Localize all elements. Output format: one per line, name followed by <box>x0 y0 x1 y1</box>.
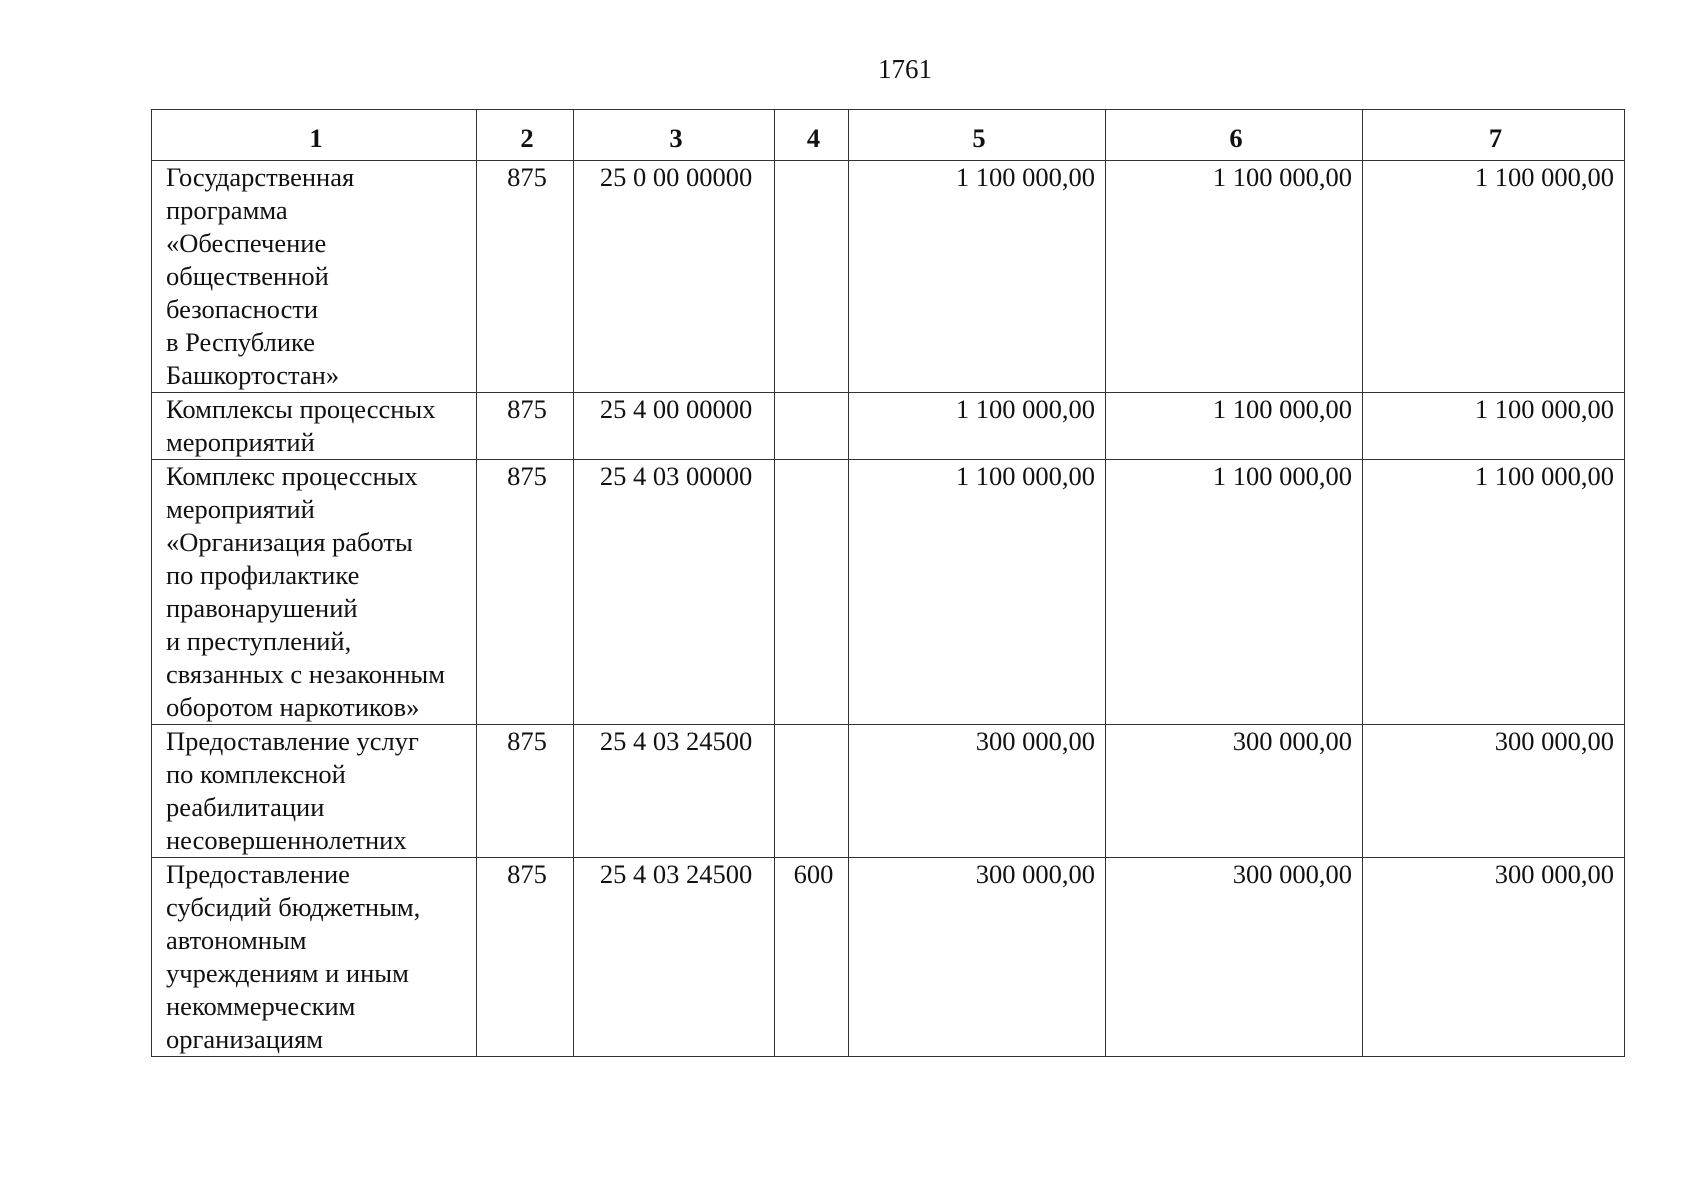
cell-name: Комплексы процессных мероприятий <box>152 393 477 460</box>
cell-amount-6: 1 100 000,00 <box>1106 460 1363 725</box>
column-header-1: 1 <box>152 110 477 161</box>
cell-code: 875 <box>477 460 574 725</box>
page-number: 1761 <box>878 54 932 84</box>
cell-amount-6: 300 000,00 <box>1106 858 1363 1057</box>
table-row <box>152 460 1625 725</box>
cell-target-article: 25 4 03 00000 <box>574 460 775 725</box>
column-header-6: 6 <box>1106 110 1363 161</box>
cell-amount-6: 1 100 000,00 <box>1106 161 1363 393</box>
table-row <box>152 393 1625 460</box>
cell-amount-5: 300 000,00 <box>849 858 1106 1057</box>
cell-amount-5: 300 000,00 <box>849 725 1106 858</box>
column-header-3: 3 <box>574 110 775 161</box>
column-header-4: 4 <box>775 110 849 161</box>
column-header-5: 5 <box>849 110 1106 161</box>
column-header-7: 7 <box>1363 110 1625 161</box>
table-row <box>152 161 1625 393</box>
cell-expense-type <box>775 725 849 858</box>
table-body <box>152 161 1625 1057</box>
cell-expense-type <box>775 161 849 393</box>
cell-amount-7: 1 100 000,00 <box>1363 161 1625 393</box>
cell-target-article: 25 4 03 24500 <box>574 858 775 1057</box>
cell-amount-5: 1 100 000,00 <box>849 460 1106 725</box>
cell-amount-6: 300 000,00 <box>1106 725 1363 858</box>
cell-code: 875 <box>477 725 574 858</box>
cell-amount-6: 1 100 000,00 <box>1106 393 1363 460</box>
cell-amount-5: 1 100 000,00 <box>849 393 1106 460</box>
cell-amount-7: 300 000,00 <box>1363 725 1625 858</box>
cell-name: Государственная программа «Обеспечение общественной безопасности в Республике Башкортостан» <box>152 161 477 393</box>
table-row <box>152 858 1625 1057</box>
column-header-2: 2 <box>477 110 574 161</box>
cell-code: 875 <box>477 393 574 460</box>
cell-target-article: 25 4 03 24500 <box>574 725 775 858</box>
cell-code: 875 <box>477 858 574 1057</box>
cell-target-article: 25 4 00 00000 <box>574 393 775 460</box>
cell-expense-type <box>775 460 849 725</box>
budget-table <box>151 109 1625 1057</box>
table-row <box>152 725 1625 858</box>
table-header-row <box>152 110 1625 161</box>
cell-name: Предоставление услуг по комплексной реабилитации несовершеннолетних <box>152 725 477 858</box>
cell-expense-type <box>775 393 849 460</box>
cell-amount-5: 1 100 000,00 <box>849 161 1106 393</box>
cell-name: Предоставление субсидий бюджетным, автономным учреждениям и иным некоммерческим организациям <box>152 858 477 1057</box>
cell-name: Комплекс процессных мероприятий «Организация работы по профилактике правонарушений и преступлений, связанных с незаконным оборотом наркотиков» <box>152 460 477 725</box>
cell-code: 875 <box>477 161 574 393</box>
cell-amount-7: 300 000,00 <box>1363 858 1625 1057</box>
cell-amount-7: 1 100 000,00 <box>1363 393 1625 460</box>
cell-target-article: 25 0 00 00000 <box>574 161 775 393</box>
cell-amount-7: 1 100 000,00 <box>1363 460 1625 725</box>
cell-expense-type: 600 <box>775 858 849 1057</box>
